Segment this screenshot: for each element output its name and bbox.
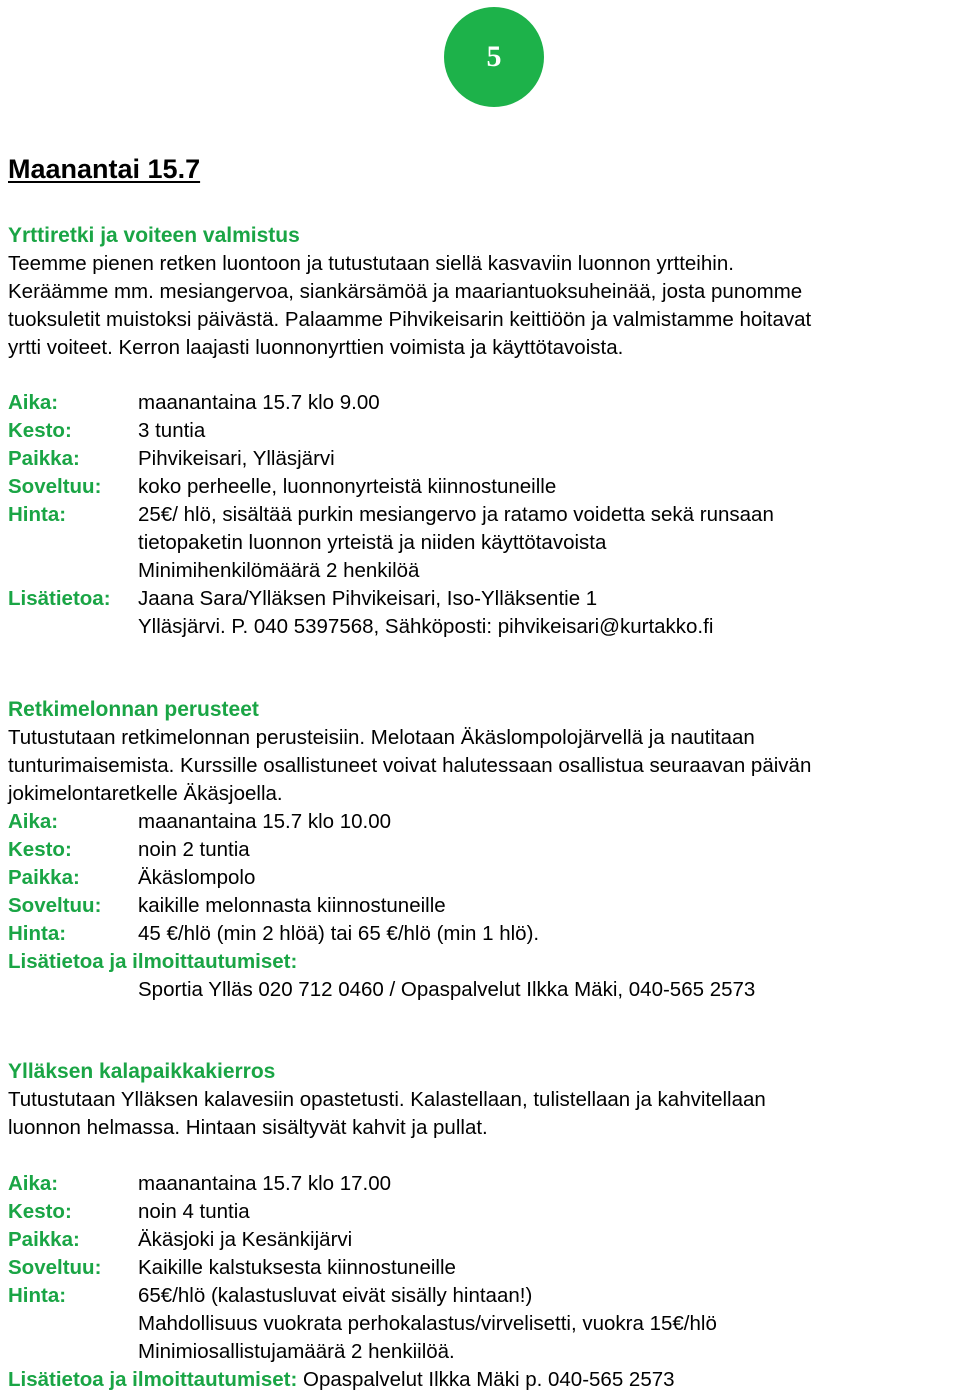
description-line: Teemme pienen retken luontoon ja tutustutaan siellä kasvaviin luonnon yrtteihin. [8, 252, 734, 275]
detail-row-info [8, 585, 958, 613]
info-label-text: Lisätietoa ja ilmoittautumiset: [8, 950, 298, 973]
detail-value: Pihvikeisari, Ylläsjärvi [138, 447, 335, 470]
price-continuation: tietopaketin luonnon yrteistä ja niiden käyttötavoista [138, 531, 607, 554]
detail-row-time [8, 389, 958, 417]
event-canoeing [8, 696, 958, 1004]
detail-value: 45 €/hlö (min 2 hlöä) tai 65 €/hlö (min 1 hlö). [138, 922, 540, 945]
description-line: Tutustutaan Ylläksen kalavesiin opastetusti. Kalastellaan, tulistellaan ja kahvitellaan [8, 1088, 766, 1111]
detail-label: Hinta: [8, 1284, 67, 1307]
detail-value: maanantaina 15.7 klo 10.00 [138, 810, 392, 833]
detail-row-suitable [8, 892, 958, 920]
day-title: Maanantai 15.7 [8, 154, 201, 184]
price-continuation: Minimiosallistujamäärä 2 henkiilöä. [138, 1340, 455, 1363]
detail-label: Kesto: [8, 419, 72, 442]
detail-label: Soveltuu: [8, 894, 102, 917]
detail-value: noin 2 tuntia [138, 838, 250, 861]
detail-row-suitable [8, 473, 958, 501]
detail-label: Hinta: [8, 503, 67, 526]
detail-label: Paikka: [8, 447, 80, 470]
detail-label: Kesto: [8, 838, 72, 861]
price-continuation: Minimihenkilömäärä 2 henkilöä [138, 559, 420, 582]
detail-label: Kesto: [8, 1200, 72, 1223]
detail-row-suitable [8, 1254, 958, 1282]
detail-row-duration [8, 1198, 958, 1226]
event-fishing-tour-details [8, 1170, 958, 1394]
info-row [8, 1366, 958, 1394]
detail-label: Paikka: [8, 1228, 80, 1251]
detail-label: Soveltuu: [8, 475, 102, 498]
price-continuation: Mahdollisuus vuokrata perhokalastus/virvelisetti, vuokra 15€/hlö [138, 1312, 717, 1335]
detail-row-price [8, 920, 958, 948]
detail-row-price [8, 501, 958, 529]
detail-value: maanantaina 15.7 klo 17.00 [138, 1172, 392, 1195]
detail-row-place [8, 864, 958, 892]
detail-label: Paikka: [8, 866, 80, 889]
detail-value: Kaikille kalstuksesta kiinnostuneille [138, 1256, 456, 1279]
description-line: tunturimaisemista. Kurssille osallistuneet voivat halutessaan osallistua seuraavan päivän [8, 754, 812, 777]
detail-label: Lisätietoa: [8, 587, 111, 610]
info-continuation: Ylläsjärvi. P. 040 5397568, Sähköposti: pihvikeisari@kurtakko.fi [138, 615, 714, 638]
description-line: yrtti voiteet. Kerron laajasti luonnonyrttien voimista ja käyttötavoista. [8, 336, 624, 359]
event-fishing-tour [8, 1058, 958, 1142]
event-title: Retkimelonnan perusteet [8, 698, 259, 721]
event-title: Yrttiretki ja voiteen valmistus [8, 224, 300, 247]
detail-value: koko perheelle, luonnonyrteistä kiinnostuneille [138, 475, 557, 498]
event-title: Ylläksen kalapaikkakierros [8, 1060, 276, 1083]
detail-value: kaikille melonnasta kiinnostuneille [138, 894, 446, 917]
detail-row-place [8, 1226, 958, 1254]
description-line: Keräämme mm. mesiangervoa, siankärsämöä ja maariantuoksuheinää, josta punomme [8, 280, 803, 303]
detail-value: noin 4 tuntia [138, 1200, 250, 1223]
info-value: Sportia Ylläs 020 712 0460 / Opaspalvelut Ilkka Mäki, 040-565 2573 [138, 978, 756, 1001]
detail-value: 25€/ hlö, sisältää purkin mesiangervo ja ratamo voidetta sekä runsaan [138, 503, 774, 526]
detail-row-price [8, 1282, 958, 1310]
detail-row-time [8, 1170, 958, 1198]
detail-label: Soveltuu: [8, 1256, 102, 1279]
page-number: 5 [486, 40, 502, 73]
detail-value: Jaana Sara/Ylläksen Pihvikeisari, Iso-Ylläksentie 1 [138, 587, 598, 610]
detail-value: 3 tuntia [138, 419, 206, 442]
detail-row-place [8, 445, 958, 473]
description-line: luonnon helmassa. Hintaan sisältyvät kahvit ja pullat. [8, 1116, 488, 1139]
page-number-badge [444, 7, 544, 107]
detail-value: maanantaina 15.7 klo 9.00 [138, 391, 380, 414]
description-line: Tutustutaan retkimelonnan perusteisiin. Melotaan Äkäslompolojärvellä ja nautitaan [8, 726, 755, 749]
detail-value: 65€/hlö (kalastusluvat eivät sisälly hintaan!) [138, 1284, 533, 1307]
description-line: jokimelontaretkelle Äkäsjoella. [8, 782, 283, 805]
event-herb-trip-details [8, 389, 958, 641]
event-herb-trip [8, 222, 958, 362]
detail-label: Aika: [8, 810, 59, 833]
detail-label: Aika: [8, 1172, 59, 1195]
detail-value: Äkäsjoki ja Kesänkijärvi [138, 1228, 353, 1251]
info-label [8, 948, 958, 976]
detail-row-duration [8, 417, 958, 445]
info-value: Opaspalvelut Ilkka Mäki p. 040-565 2573 [303, 1368, 675, 1391]
detail-label: Hinta: [8, 922, 67, 945]
detail-row-duration [8, 836, 958, 864]
description-line: tuoksuletit muistoksi päivästä. Palaamme Pihvikeisarin keittiöön ja valmistamme hoitavat [8, 308, 812, 331]
detail-label: Aika: [8, 391, 59, 414]
detail-row-time [8, 808, 958, 836]
info-label-text: Lisätietoa ja ilmoittautumiset: [8, 1368, 304, 1391]
detail-value: Äkäslompolo [138, 866, 256, 889]
